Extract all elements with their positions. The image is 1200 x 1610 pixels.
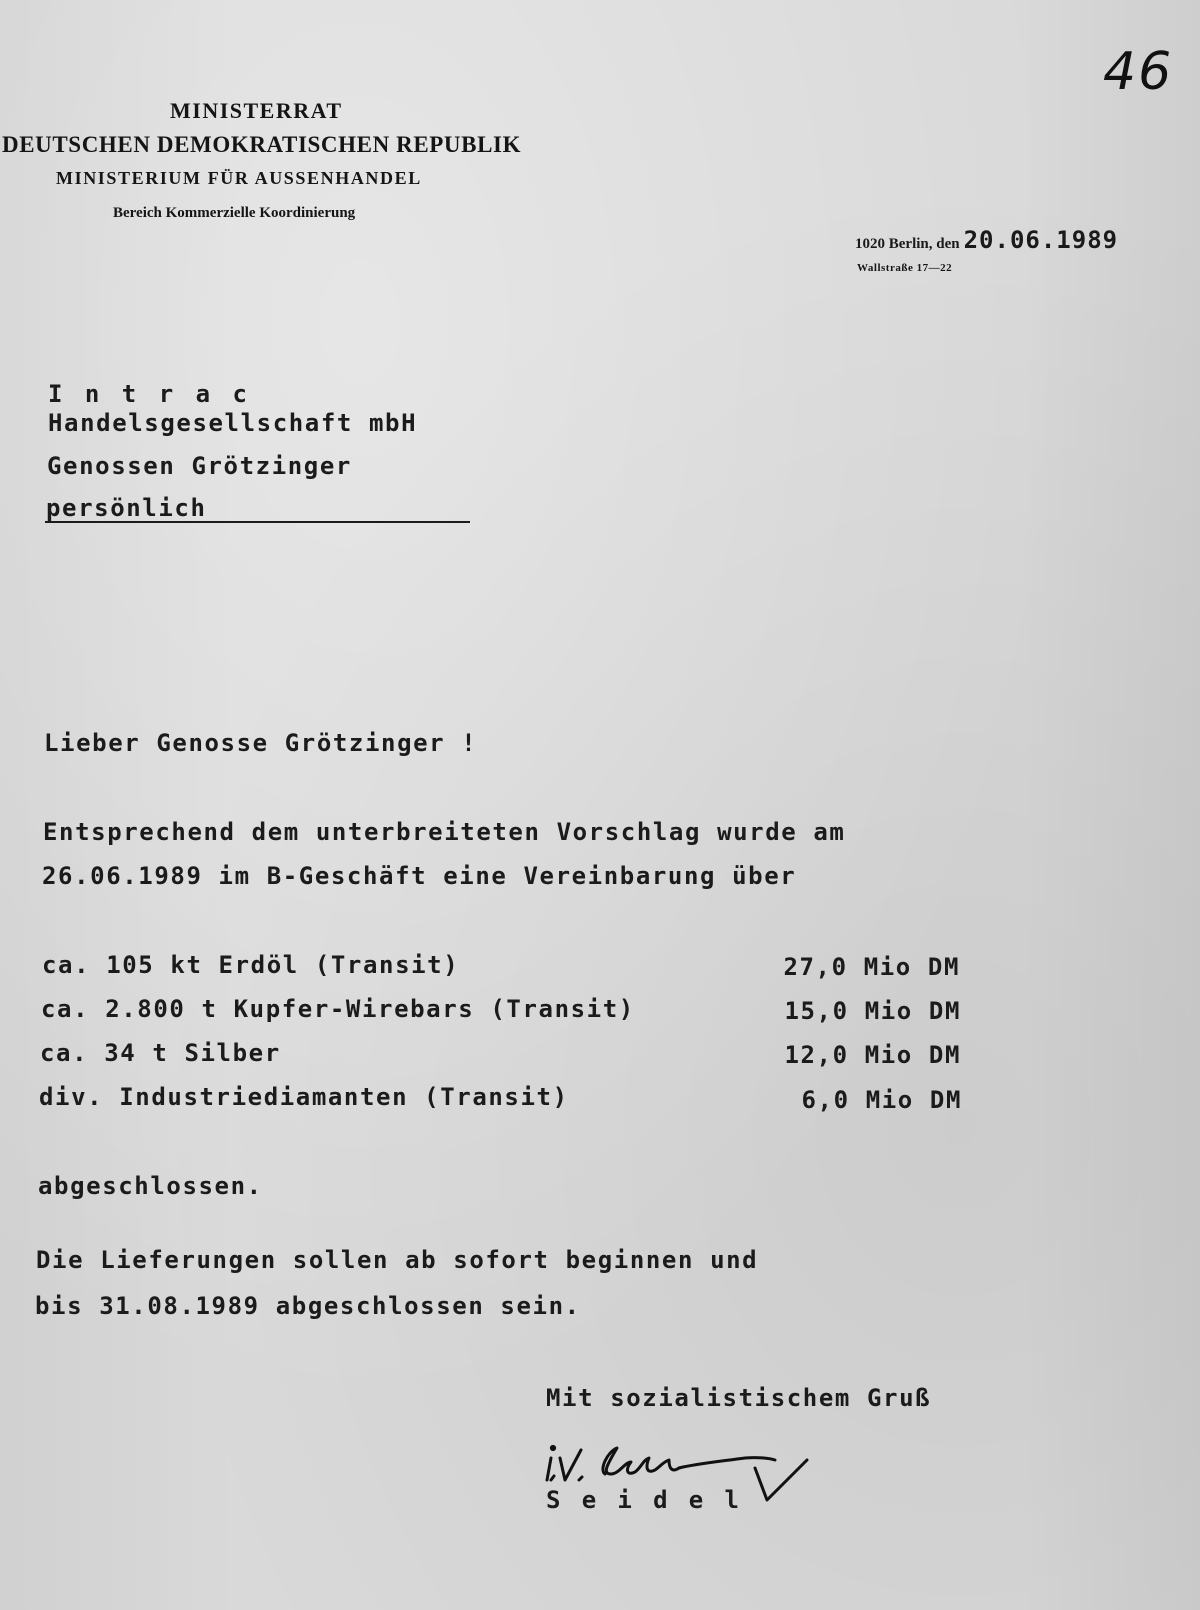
- intro-line-2: 26.06.1989 im B-Geschäft eine Vereinbarung über: [42, 862, 797, 890]
- page-number: 46: [1103, 42, 1174, 102]
- signatory-name: S e i d e l: [546, 1486, 743, 1514]
- letterhead-department: Bereich Kommerzielle Koordinierung: [113, 205, 356, 221]
- recipient-person: Genossen Grötzinger: [47, 452, 352, 480]
- item-amount: 15,0 Mio DM: [784, 997, 961, 1025]
- item-amount: 12,0 Mio DM: [784, 1041, 961, 1069]
- item-label: ca. 105 kt Erdöl (Transit): [42, 951, 460, 979]
- item-label: ca. 2.800 t Kupfer-Wirebars (Transit): [41, 995, 635, 1023]
- letter-date: 20.06.1989: [963, 226, 1119, 254]
- item-label: div. Industriediamanten (Transit): [39, 1083, 569, 1111]
- concluded-text: abgeschlossen.: [38, 1172, 263, 1200]
- intro-line-1: Entsprechend dem unterbreiteten Vorschlag wurde am: [43, 818, 846, 846]
- delivery-line-2: bis 31.08.1989 abgeschlossen sein.: [35, 1292, 581, 1320]
- closing-greeting: Mit sozialistischem Gruß: [546, 1384, 932, 1412]
- date-place: 1020 Berlin, den: [855, 236, 960, 252]
- street-address: Wallstraße 17—22: [857, 262, 953, 274]
- letterhead-ministry: MINISTERIUM FÜR AUSSENHANDEL: [56, 168, 422, 188]
- date-line: [855, 226, 1118, 254]
- recipient-personal-note: persönlich: [46, 494, 207, 522]
- address-underline: [45, 521, 470, 523]
- letterhead-country: DEUTSCHEN DEMOKRATISCHEN REPUBLIK: [2, 132, 522, 157]
- delivery-line-1: Die Lieferungen sollen ab sofort beginnen und: [36, 1246, 759, 1274]
- item-label: ca. 34 t Silber: [40, 1039, 281, 1067]
- letterhead-ministerrat: MINISTERRAT: [170, 98, 343, 123]
- recipient-company: I n t r a c: [48, 380, 251, 408]
- salutation: Lieber Genosse Grötzinger !: [44, 729, 478, 757]
- item-amount: 27,0 Mio DM: [783, 953, 960, 981]
- item-amount: 6,0 Mio DM: [801, 1086, 962, 1114]
- recipient-company-type: Handelsgesellschaft mbH: [48, 409, 418, 437]
